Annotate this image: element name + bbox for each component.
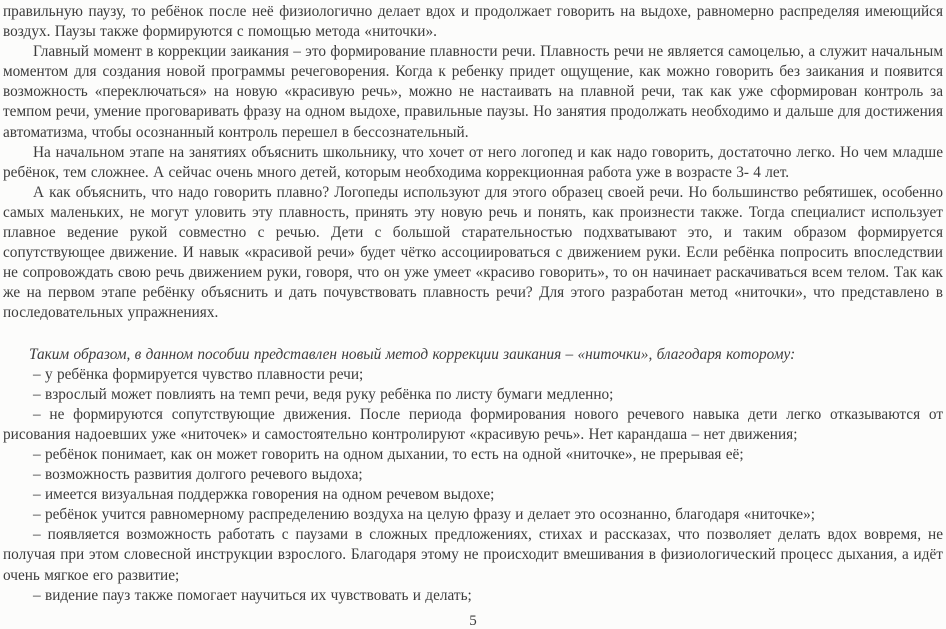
list-item: – у ребёнка формируется чувство плавности речи; bbox=[33, 365, 364, 383]
paragraph: Главный момент в коррекции заикания – это формирование плавности речи. Плавность речи не является самоцелью, а служит начальным моментом для создания новой программы речеговорения. Когда к ребенку придет ощущение, как можно говорить без заикания и появится возможность «переключаться» на новую «красивую речь», можно не настаивать на плавной речи, так как уже сформирован контроль за темпом речи, умение проговаривать фразу на одном выдохе, правильные паузы. Но занятия продолжать необходимо и дальше для достижения автоматизма, чтобы осознанный контроль перешел в бессознательный. bbox=[3, 43, 943, 141]
paragraph-continued: правильную паузу, то ребёнок после неё физиологично делает вдох и продолжает говорить на выдохе, равномерно распределяя имеющийся воздух. Паузы также формируются с помощью метода «ниточки». bbox=[3, 3, 943, 41]
paragraph: А как объяснить, что надо говорить плавно? Логопеды используют для этого образец своей речи. Но большинство ребятишек, особенно самых маленьких, не могут уловить эту плавность, принять эту новую речь и понять, как произнести также. Тогда специалист использует плавное ведение рукой совместно с речью. Дети с большой старательностью подхватывают это, и таким образом формируется сопутствующее движение. И навык «красивой речи» будет чётко ассоциироваться с движением руки. Если ребёнка попросить впоследствии не сопровождать свою речь движением руки, говоря, что он уже умеет «красиво говорить», то он начинает раскачиваться всем телом. Так как же на первом этапе ребёнку объяснить и дать почувствовать плавность речи? Для этого разработан метод «ниточки», что представлено в последовательных упражнениях. bbox=[3, 183, 943, 322]
list-item: – видение пауз также помогает научиться их чувствовать и делать; bbox=[33, 586, 472, 604]
list-item: – ребёнок понимает, как он может говорить на одном дыхании, то есть на одной «ниточке», не прерывая её; bbox=[33, 445, 744, 463]
list-item: – не формируются сопутствующие движения. После периода формирования нового речевого навыка дети легко отказываются от рисования надоевших уже «ниточек» и самостоятельно контролируют «красивую речь». Нет карандаша – нет движения; bbox=[3, 405, 943, 443]
list-item: – взрослый может повлиять на темп речи, ведя руку ребёнка по листу бумаги медленно; bbox=[33, 385, 614, 403]
list-item: – ребёнок учится равномерному распределению воздуха на целую фразу и делает это осознанно, благодаря «ниточке»; bbox=[33, 506, 815, 524]
paragraph: На начальном этапе на занятиях объяснить школьнику, что хочет от него логопед и как надо говорить, достаточно легко. Но чем младше ребёнок, тем сложнее. А сейчас очень много детей, которым необходима коррекционная работа уже в возрасте 3- 4 лет. bbox=[3, 143, 943, 181]
method-summary-intro: Таким образом, в данном пособии представлен новый метод коррекции заикания – «ниточки», благодаря которому: bbox=[29, 345, 796, 363]
list-item: – появляется возможность работать с паузами в сложных предложениях, стихах и рассказах, что позволяет делать вдох вовремя, не получая при этом словесной инструкции взрослого. Благодаря этому не происходит вмешивания в физиологический процесс дыхания, а идёт очень мягкое его развитие; bbox=[3, 526, 943, 584]
page-number: 5 bbox=[469, 612, 477, 629]
list-item: – возможность развития долгого речевого выдоха; bbox=[33, 466, 363, 484]
list-item: – имеется визуальная поддержка говорения на одном речевом выдохе; bbox=[33, 486, 495, 504]
